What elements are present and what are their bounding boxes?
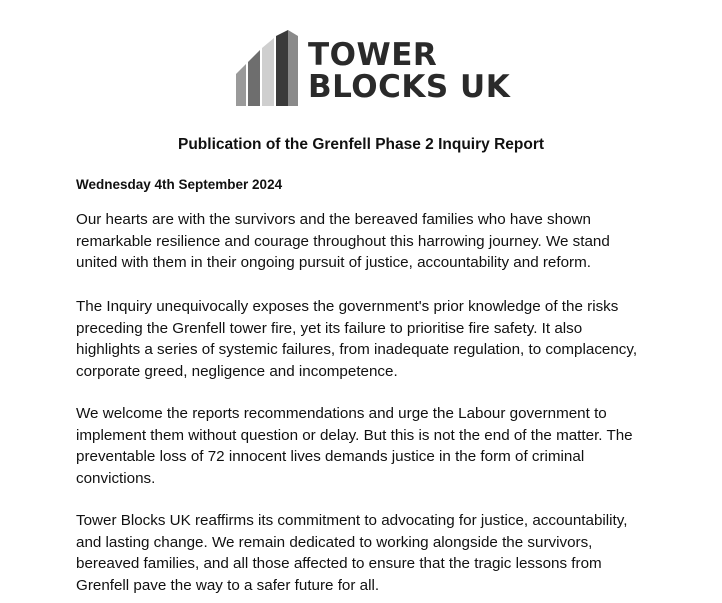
paragraph-line: implement them without question or delay. But this is not the end of the matter. The [76, 426, 633, 444]
paragraph-4 [76, 510, 716, 596]
logo-line-1: TOWER [308, 37, 438, 73]
paragraph-line: convictions. [76, 469, 156, 487]
paragraph-1 [76, 209, 716, 274]
paragraph-line: remarkable resilience and courage throughout this harrowing journey. We stand [76, 232, 610, 250]
paragraph-line: The Inquiry unequivocally exposes the government's prior knowledge of the risks [76, 298, 619, 315]
tower-blocks-icon [236, 30, 300, 106]
page-title: Publication of the Grenfell Phase 2 Inquiry Report [177, 136, 545, 153]
paragraph-line: We welcome the reports recommendations and urge the Labour government to [76, 405, 607, 422]
paragraph-line: corporate greed, negligence and incompetence. [76, 362, 398, 380]
paragraph-line: preventable loss of 72 innocent lives demands justice in the form of criminal [76, 448, 585, 465]
paragraph-line: highlights a series of systemic failures, from inadequate regulation, to complacency, [76, 341, 638, 358]
logo-wordmark [308, 39, 510, 103]
paragraph-3 [76, 403, 716, 489]
paragraph-line: bereaved families, and all those affected to ensure that the tragic lessons from [76, 555, 602, 572]
paragraph-line: preceding the Grenfell tower fire, yet its failure to prioritise fire safety. It also [76, 319, 583, 337]
paragraph-2 [76, 296, 716, 382]
paragraph-line: Our hearts are with the survivors and the bereaved families who have shown [76, 211, 591, 228]
logo-line-2: BLOCKS UK [308, 69, 511, 105]
publication-date: Wednesday 4th September 2024 [76, 177, 283, 192]
paragraph-line: united with them in their ongoing pursuit of justice, accountability and reform. [76, 254, 591, 271]
paragraph-line: Grenfell pave the way to a safer future for all. [76, 576, 380, 594]
paragraph-line: and lasting change. We remain dedicated to working alongside the survivors, [76, 533, 593, 551]
paragraph-line: Tower Blocks UK reaffirms its commitment to advocating for justice, accountability, [76, 512, 628, 529]
tower-blocks-uk-logo [236, 30, 511, 106]
